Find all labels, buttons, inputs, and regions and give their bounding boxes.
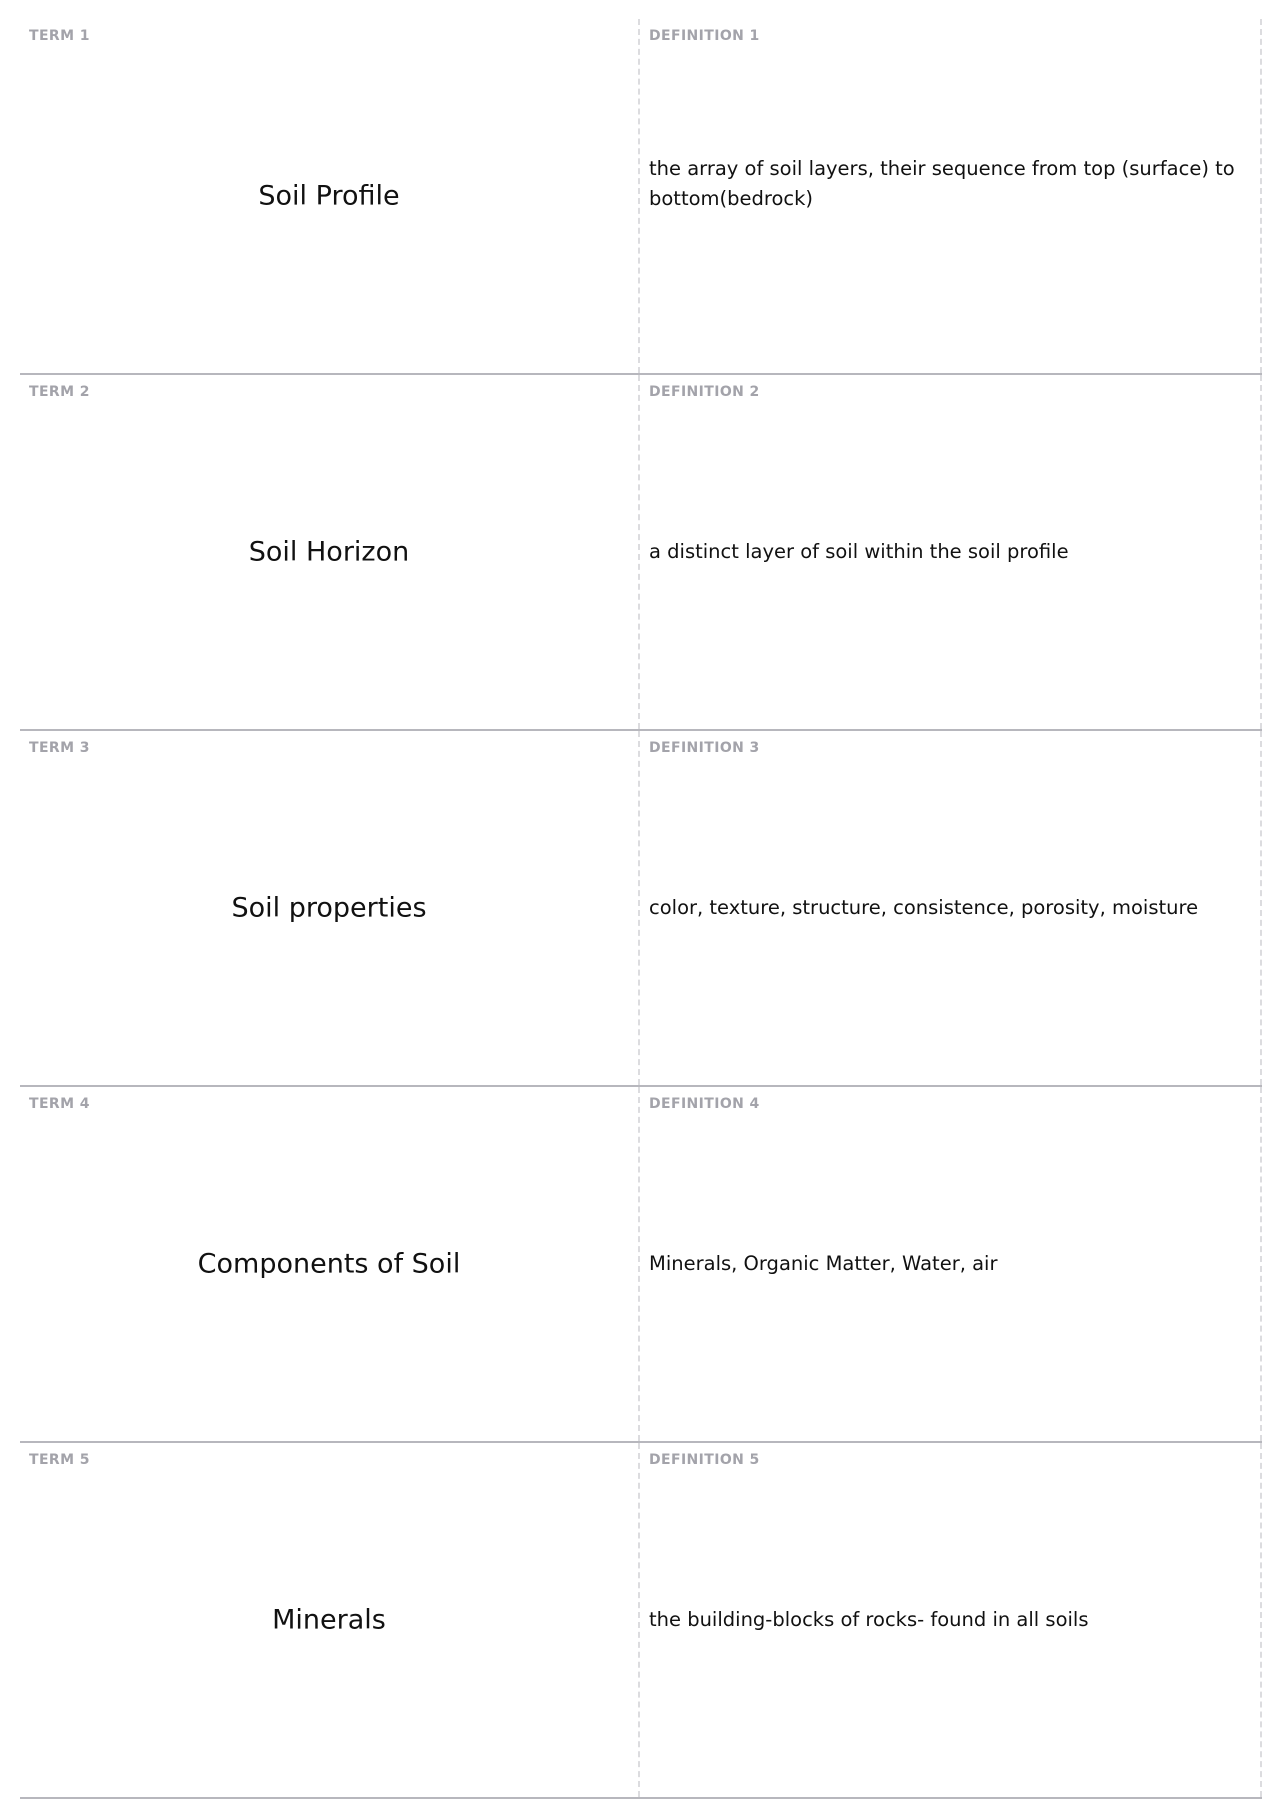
flashcard-row: [20, 19, 1262, 375]
term-text: Minerals: [272, 1604, 386, 1636]
definition-label: DEFINITION 3: [649, 740, 760, 756]
flashcard-row: [20, 1443, 1262, 1799]
term-cell: [20, 19, 640, 373]
definition-cell: [640, 19, 1262, 373]
term-text: Soil properties: [231, 892, 427, 924]
term-text: Soil Horizon: [248, 536, 410, 568]
definition-text: the array of soil layers, their sequence from top (surface) to bottom(bedrock): [649, 157, 1235, 210]
definition-cell: [640, 375, 1262, 729]
definition-text: Minerals, Organic Matter, Water, air: [649, 1252, 998, 1275]
definition-label: DEFINITION 1: [649, 28, 760, 44]
term-label: TERM 3: [29, 740, 90, 756]
term-label: TERM 5: [29, 1452, 90, 1468]
definition-text: a distinct layer of soil within the soil profile: [649, 540, 1069, 563]
term-label: TERM 4: [29, 1096, 90, 1112]
definition-cell: [640, 731, 1262, 1085]
term-cell: [20, 731, 640, 1085]
definition-label: DEFINITION 2: [649, 384, 760, 400]
flashcard-row: [20, 1087, 1262, 1443]
definition-cell: [640, 1443, 1262, 1797]
term-cell: [20, 375, 640, 729]
definition-text: the building-blocks of rocks- found in all soils: [649, 1608, 1089, 1631]
term-label: TERM 1: [29, 28, 90, 44]
term-cell: [20, 1087, 640, 1441]
definition-label: DEFINITION 4: [649, 1096, 760, 1112]
flashcard-row: [20, 375, 1262, 731]
term-text: Components of Soil: [197, 1248, 461, 1280]
flashcard-row: [20, 731, 1262, 1087]
flashcard-sheet: [20, 19, 1262, 1799]
term-label: TERM 2: [29, 384, 90, 400]
definition-cell: [640, 1087, 1262, 1441]
definition-label: DEFINITION 5: [649, 1452, 760, 1468]
definition-text: color, texture, structure, consistence, porosity, moisture: [649, 896, 1199, 919]
term-text: Soil Profile: [258, 180, 400, 212]
term-cell: [20, 1443, 640, 1797]
